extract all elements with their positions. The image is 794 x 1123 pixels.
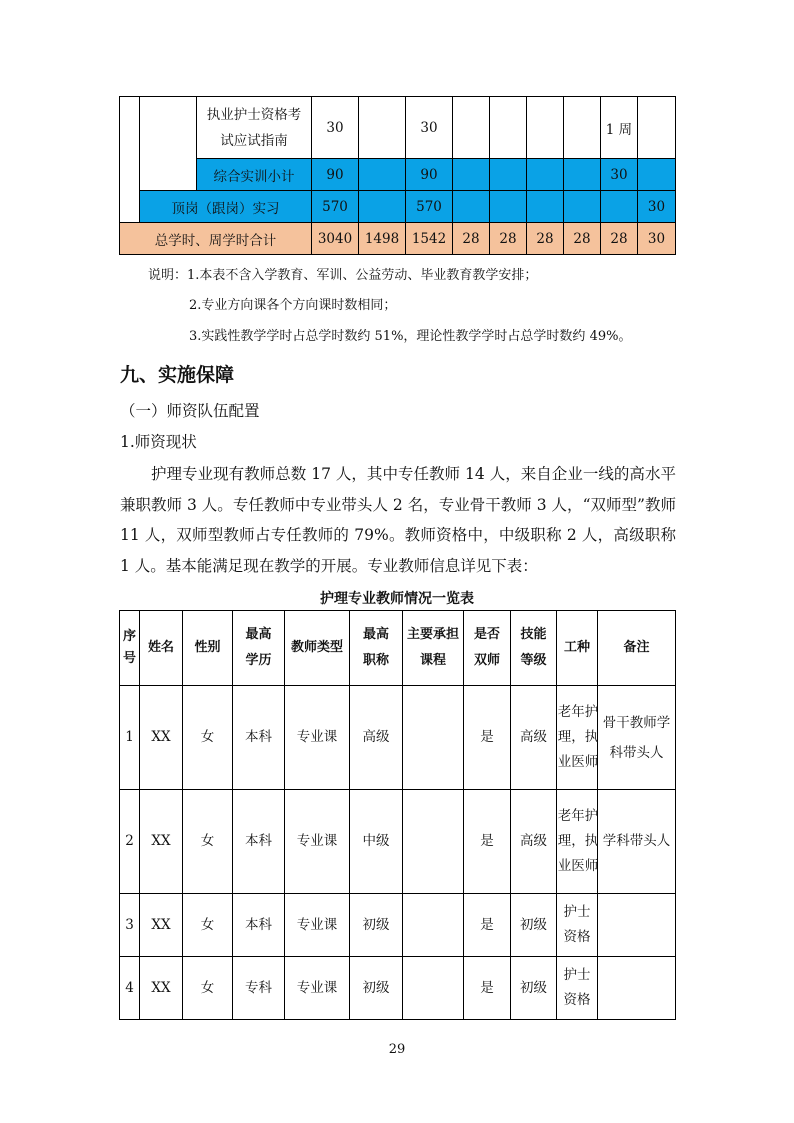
cell-title: 中级 [350, 790, 403, 894]
semester-hours [564, 159, 601, 191]
practice-hours: 30 [406, 97, 453, 159]
table-row [120, 790, 676, 894]
cell-trade: 老年护理，执业医师 [557, 790, 598, 894]
internship-label: 顶岗（跟岗）实习 [140, 191, 312, 223]
header-no: 序号 [120, 611, 140, 686]
cell-trade: 老年护理，执业医师 [557, 686, 598, 790]
semester-hours [490, 191, 527, 223]
cell-gender: 女 [183, 686, 233, 790]
cell-skill: 初级 [511, 957, 557, 1020]
cell-gender: 女 [183, 957, 233, 1020]
course-hours-table [119, 96, 676, 255]
cell-name: XX [140, 894, 183, 957]
semester-hours [453, 191, 490, 223]
cell-skill: 初级 [511, 894, 557, 957]
header-gender: 性别 [183, 611, 233, 686]
blank-cell [140, 97, 197, 191]
cell-education: 专科 [233, 957, 285, 1020]
semester-hours: 1 周 [601, 97, 638, 159]
cell-no: 1 [120, 686, 140, 790]
semester-hours: 28 [564, 223, 601, 255]
semester-hours [601, 191, 638, 223]
practice-hours: 570 [406, 191, 453, 223]
semester-hours: 28 [453, 223, 490, 255]
total-hours: 30 [312, 97, 359, 159]
header-name: 姓名 [140, 611, 183, 686]
semester-hours [638, 97, 676, 159]
semester-hours [638, 159, 676, 191]
course-label: 执业护士资格考试应试指南 [197, 97, 312, 159]
section-title: 九、实施保障 [120, 364, 235, 386]
semester-hours [453, 159, 490, 191]
cell-courses [403, 894, 464, 957]
cell-teacher-type: 专业课 [285, 957, 350, 1020]
section-subtitle: （一）师资队伍配置 [120, 402, 260, 420]
table-row [120, 686, 676, 790]
cell-dual: 是 [464, 957, 511, 1020]
header-title: 最高职称 [350, 611, 403, 686]
cell-education: 本科 [233, 894, 285, 957]
theory-hours: 1498 [359, 223, 406, 255]
section-subsubtitle: 1.师资现状 [120, 433, 197, 451]
table-row [120, 957, 676, 1020]
header-remark: 备注 [598, 611, 676, 686]
header-education: 最高学历 [233, 611, 285, 686]
total-hours: 570 [312, 191, 359, 223]
cell-teacher-type: 专业课 [285, 790, 350, 894]
cell-gender: 女 [183, 790, 233, 894]
cell-title: 初级 [350, 957, 403, 1020]
cell-teacher-type: 专业课 [285, 894, 350, 957]
cell-no: 3 [120, 894, 140, 957]
subtotal-label: 综合实训小计 [197, 159, 312, 191]
cell-remark: 学科带头人 [598, 790, 676, 894]
header-trade: 工种 [557, 611, 598, 686]
note-2: 2.专业方向课各个方向课时数相同； [189, 298, 397, 313]
semester-hours [564, 97, 601, 159]
cell-dual: 是 [464, 894, 511, 957]
cell-courses [403, 790, 464, 894]
cell-trade: 护士资格 [557, 957, 598, 1020]
cell-trade: 护士资格 [557, 894, 598, 957]
semester-hours: 28 [490, 223, 527, 255]
cell-no: 2 [120, 790, 140, 894]
semester-hours [527, 97, 564, 159]
semester-hours [527, 159, 564, 191]
cell-education: 本科 [233, 686, 285, 790]
total-hours: 90 [312, 159, 359, 191]
cell-title: 初级 [350, 894, 403, 957]
table-row [120, 894, 676, 957]
semester-hours [453, 97, 490, 159]
header-dual: 是否双师 [464, 611, 511, 686]
cell-courses [403, 957, 464, 1020]
cell-dual: 是 [464, 790, 511, 894]
subtotal-row [120, 159, 676, 191]
sum-row [120, 223, 676, 255]
semester-hours [527, 191, 564, 223]
semester-hours: 28 [601, 223, 638, 255]
header-courses: 主要承担课程 [403, 611, 464, 686]
cell-remark [598, 957, 676, 1020]
table-row [120, 97, 676, 159]
note-3: 3.实践性教学学时占总学时数约 51%，理论性教学学时占总学时数约 49%。 [189, 329, 632, 344]
teacher-table [119, 610, 676, 1020]
page-number: 29 [388, 1042, 406, 1057]
total-hours: 3040 [312, 223, 359, 255]
semester-hours: 28 [527, 223, 564, 255]
header-teacher-type: 教师类型 [285, 611, 350, 686]
header-skill: 技能等级 [511, 611, 557, 686]
note-1: 说明：1.本表不含入学教育、军训、公益劳动、毕业教育教学安排； [148, 268, 538, 283]
cell-skill: 高级 [511, 686, 557, 790]
sum-label: 总学时、周学时合计 [120, 223, 312, 255]
header-row [120, 611, 676, 686]
cell-dual: 是 [464, 686, 511, 790]
cell-teacher-type: 专业课 [285, 686, 350, 790]
semester-hours [564, 191, 601, 223]
theory-hours [359, 97, 406, 159]
cell-name: XX [140, 686, 183, 790]
semester-hours: 30 [601, 159, 638, 191]
semester-hours [490, 97, 527, 159]
cell-title: 高级 [350, 686, 403, 790]
blank-cell [120, 97, 140, 223]
cell-remark: 骨干教师学科带头人 [598, 686, 676, 790]
internship-row [120, 191, 676, 223]
semester-hours: 30 [638, 191, 676, 223]
semester-hours: 30 [638, 223, 676, 255]
theory-hours [359, 159, 406, 191]
cell-gender: 女 [183, 894, 233, 957]
table-caption: 护理专业教师情况一览表 [320, 591, 474, 607]
practice-hours: 90 [406, 159, 453, 191]
cell-no: 4 [120, 957, 140, 1020]
theory-hours [359, 191, 406, 223]
cell-courses [403, 686, 464, 790]
cell-name: XX [140, 957, 183, 1020]
cell-education: 本科 [233, 790, 285, 894]
practice-hours: 1542 [406, 223, 453, 255]
cell-remark [598, 894, 676, 957]
cell-name: XX [140, 790, 183, 894]
body-paragraph: 护理专业现有教师总数 17 人，其中专任教师 14 人，来自企业一线的高水平兼职教师 3 人。专任教师中专业带头人 2 名，专业骨干教师 3 人，“双师型”教师 11 人，双师型教师占专任教师的 79%。教师资格中，中级职称 2 人，高级职称 1 人。基本能满足现在教学的开展。专业教师信息详见下表： [120, 465, 676, 575]
cell-skill: 高级 [511, 790, 557, 894]
semester-hours [490, 159, 527, 191]
